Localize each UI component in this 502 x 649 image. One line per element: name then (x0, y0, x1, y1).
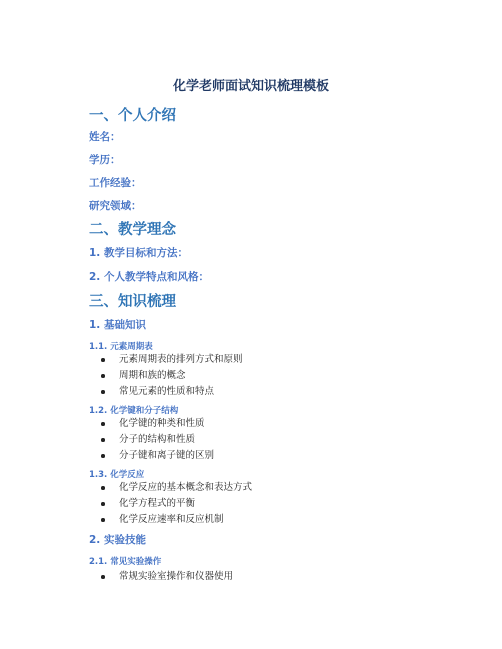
list-item: 常规实验室操作和仪器使用 (89, 569, 233, 585)
list-item: 化学反应的基本概念和表达方式 (89, 480, 252, 496)
subsubsection-periodic-table: 1.1. 元素周期表 (89, 342, 153, 352)
list-item: 常见元素的性质和特点 (89, 384, 243, 400)
list-item: 分子键和离子键的区别 (89, 448, 214, 464)
list-item: 分子的结构和性质 (89, 432, 214, 448)
subsubsection-lab-ops: 2.1. 常见实验操作 (89, 557, 162, 567)
section-heading-philosophy: 二、教学理念 (89, 222, 176, 238)
bullet-list-reactions (89, 480, 252, 528)
list-item: 化学键的种类和性质 (89, 416, 214, 432)
section-heading-knowledge: 三、知识梳理 (89, 294, 176, 310)
field-name: 姓名： (89, 131, 121, 143)
field-education: 学历： (89, 154, 121, 166)
bullet-icon (101, 502, 105, 506)
bullet-icon (101, 518, 105, 522)
subsection-lab-skills: 2. 实验技能 (89, 534, 146, 546)
subsection-basic: 1. 基础知识 (89, 319, 146, 331)
bullet-icon (101, 422, 105, 426)
bullet-icon (101, 438, 105, 442)
subsubsection-bonds: 1.2. 化学键和分子结构 (89, 406, 179, 416)
philosophy-item-goals: 1. 教学目标和方法： (89, 247, 188, 259)
list-item: 周期和族的概念 (89, 368, 243, 384)
field-experience: 工作经验： (89, 177, 142, 189)
bullet-list-periodic (89, 352, 243, 400)
subsubsection-reactions: 1.3. 化学反应 (89, 470, 145, 480)
document-title: 化学老师面试知识梳理模板 (172, 79, 329, 94)
bullet-icon (101, 390, 105, 394)
bullet-icon (101, 575, 105, 579)
bullet-icon (101, 486, 105, 490)
philosophy-item-style: 2. 个人教学特点和风格： (89, 271, 209, 283)
field-research: 研究领域： (89, 200, 142, 212)
list-item: 化学反应速率和反应机制 (89, 512, 252, 528)
bullet-icon (101, 454, 105, 458)
bullet-icon (101, 374, 105, 378)
section-heading-personal: 一、个人介绍 (89, 108, 176, 124)
bullet-list-bonds (89, 416, 214, 464)
bullet-icon (101, 358, 105, 362)
list-item: 元素周期表的排列方式和原则 (89, 352, 243, 368)
bullet-list-lab-ops (89, 569, 233, 585)
list-item: 化学方程式的平衡 (89, 496, 252, 512)
